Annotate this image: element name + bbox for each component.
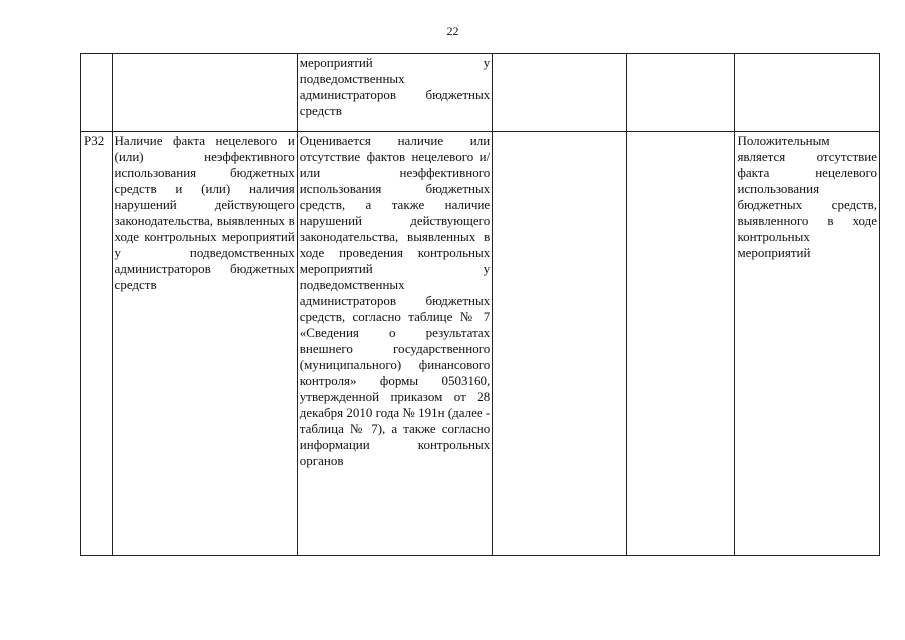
cell-note xyxy=(735,132,880,556)
table-row-continuation xyxy=(81,54,880,132)
description-text: Оценивается наличие или отсутствие фактов нецелевого и/или неэффективного использования бюджетных средств, а также наличие нарушений действующего законодательства, выявленных в ходе проведения контрольных мероприятий у подведомственных администраторов бюджетных средств, согласно таблице № 7 «Сведения о результатах внешнего государственного (муниципального) финансового контроля» формы 0503160, утвержденной приказом от 28 декабря 2010 года № 191н (далее - таблица № 7), а также согласно информации контрольных органов xyxy=(299,133,491,468)
cell-name xyxy=(112,132,297,556)
cell-description xyxy=(297,54,492,132)
cell-description xyxy=(297,132,492,556)
cell-code xyxy=(81,132,113,556)
cell-extra-1 xyxy=(493,132,626,556)
cell-extra-1 xyxy=(493,54,626,132)
table-row-p32 xyxy=(81,132,880,556)
criteria-table xyxy=(80,53,880,556)
cell-code xyxy=(81,54,113,132)
code-text: Р32 xyxy=(84,133,105,148)
cell-note xyxy=(735,54,880,132)
page-number: 22 xyxy=(446,24,459,38)
name-text: Наличие факта нецелевого и (или) неэффективного использования бюджетных средств и (или) наличия нарушений действующего законодательства, выявленных в ходе контрольных мероприятий у подведомственных администраторов бюджетных средств xyxy=(114,133,295,292)
cell-extra-2 xyxy=(626,54,735,132)
cell-extra-2 xyxy=(626,132,735,556)
description-text: мероприятий у подведомственных администраторов бюджетных средств xyxy=(299,55,491,118)
cell-name xyxy=(112,54,297,132)
note-text: Положительным является отсутствие факта нецелевого использования бюджетных средств, выявленного в ходе контрольных мероприятий xyxy=(737,133,877,260)
